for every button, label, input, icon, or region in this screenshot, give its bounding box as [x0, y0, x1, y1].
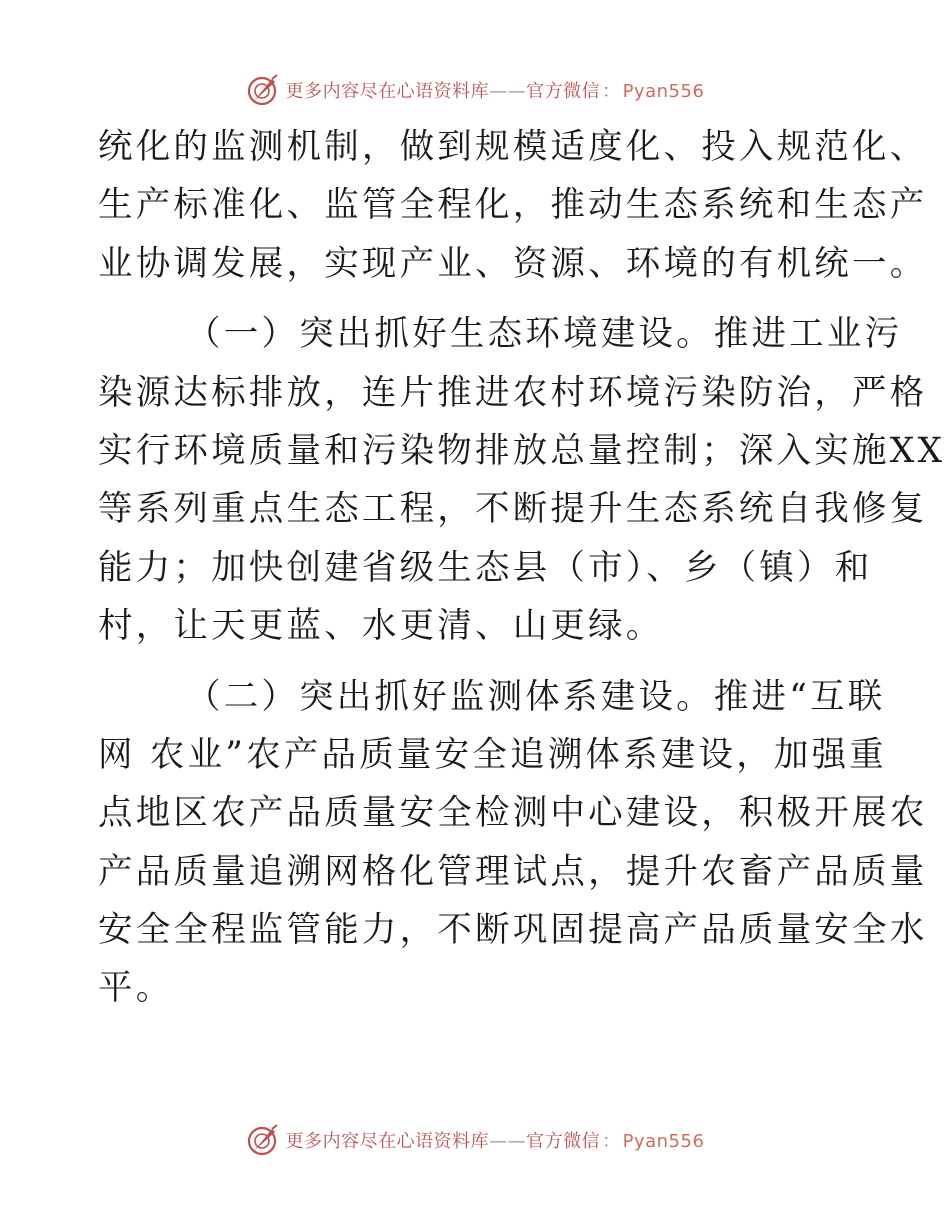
paragraph-line: 等系列重点生态工程，不断提升生态系统自我修复	[98, 489, 928, 530]
paragraph-line: （一）突出抓好生态环境建设。推进工业污	[186, 314, 903, 355]
paragraph-line: 产品质量追溯网格化管理试点，提升农畜产品质量	[98, 851, 928, 892]
watermark-wechat-id: Pyan556	[622, 1131, 705, 1152]
watermark-wechat-id: Pyan556	[622, 81, 705, 102]
footer-watermark	[0, 1120, 950, 1160]
watermark-wechat-label: 官方微信	[526, 81, 601, 102]
paragraph-1	[98, 118, 928, 293]
paragraph-3	[98, 668, 928, 1018]
paragraph-2	[98, 305, 946, 655]
paragraph-line: 平。	[98, 968, 174, 1009]
paragraph-line: 能力；加快创建省级生态县（市）、乡（镇）和	[98, 547, 873, 588]
watermark-colon: ：	[602, 81, 621, 102]
paragraph-line: 网 农业”农产品质量安全追溯体系建设，加强重	[98, 734, 888, 775]
paragraph-line: 染源达标排放，连片推进农村环境污染防治，严格	[98, 372, 928, 413]
quill-logo-icon	[246, 73, 280, 107]
paragraph-line: 安全全程监管能力，不断巩固提高产品质量安全水	[98, 910, 928, 951]
paragraph-line: 实行环境质量和污染物排放总量控制；深入实施XX	[98, 430, 946, 471]
paragraph-line: （二）突出抓好监测体系建设。推进“互联	[186, 676, 886, 717]
document-body	[98, 118, 946, 1018]
watermark-wechat-label: 官方微信	[526, 1131, 601, 1152]
paragraph-line: 业协调发展，实现产业、资源、环境的有机统一。	[98, 243, 928, 284]
header-watermark	[0, 70, 950, 110]
watermark-site-text: 更多内容尽在心语资料库	[285, 81, 490, 102]
watermark-dash: ——	[489, 81, 527, 102]
watermark-colon: ：	[602, 1131, 621, 1152]
watermark-dash: ——	[489, 1131, 527, 1152]
paragraph-line: 生产标准化、监管全程化，推动生态系统和生态产	[98, 185, 928, 226]
watermark-site-text: 更多内容尽在心语资料库	[285, 1131, 490, 1152]
quill-logo-icon	[246, 1123, 280, 1157]
paragraph-line: 统化的监测机制，做到规模适度化、投入规范化、	[98, 127, 928, 167]
paragraph-line: 点地区农产品质量安全检测中心建设，积极开展农	[98, 793, 928, 834]
paragraph-line: 村，让天更蓝、水更清、山更绿。	[98, 606, 664, 647]
